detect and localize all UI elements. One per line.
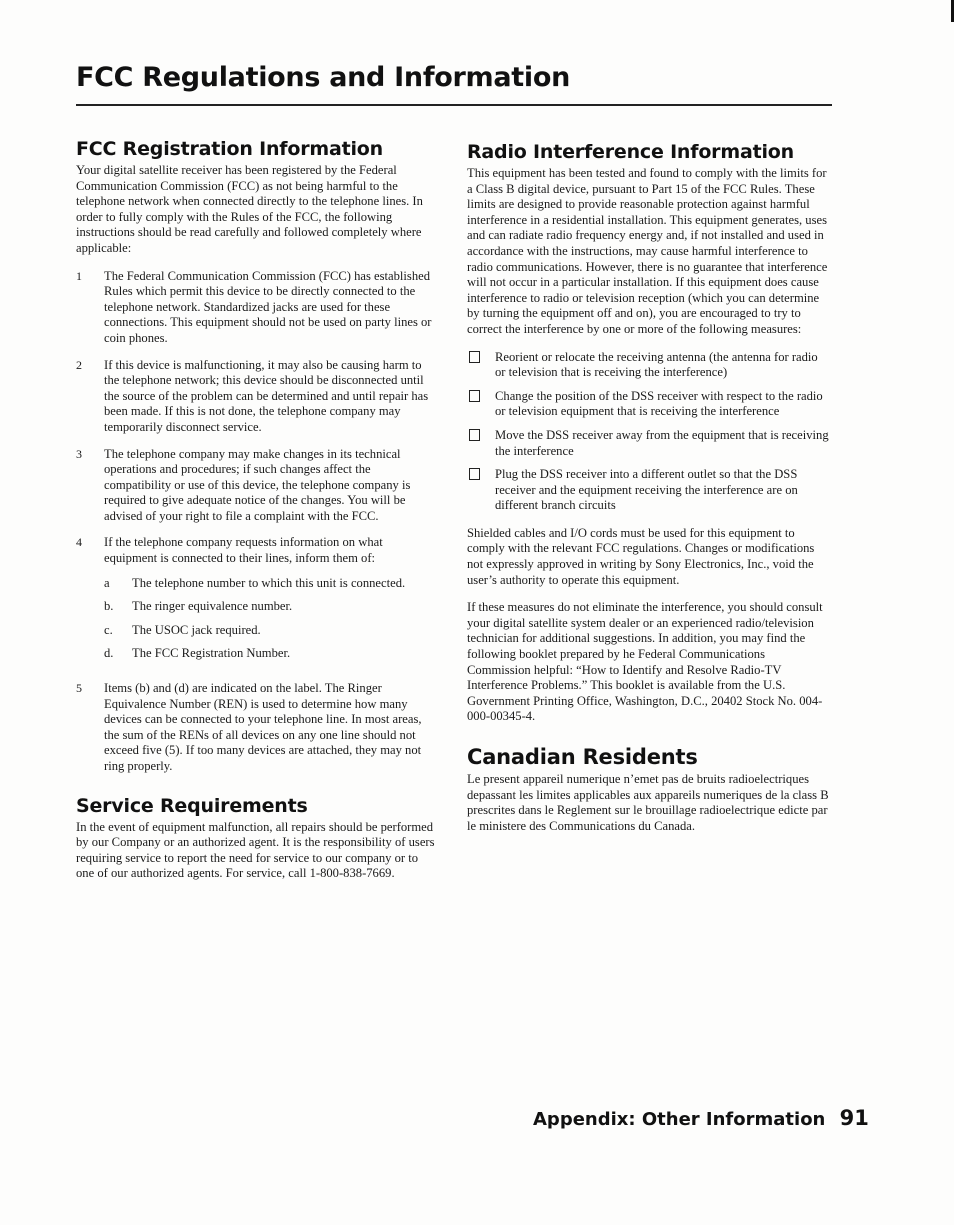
list-marker: 2 xyxy=(76,357,82,372)
list-item xyxy=(76,681,438,775)
further-help-text: If these measures do not eliminate the interference, you should consult your digital satellite system dealer or an experienced radio/television technician for additional suggestions. In addition, you may find the following booklet prepared by he Federal Communications Commission helpful: “How to Identify and Resolve Radio-TV Interference Problems.” This booklet is available from the U.S. Government Printing Office, Washington, D.C., 20402 Stock No. 004-000-00345-4. xyxy=(467,600,823,724)
checkbox-icon xyxy=(467,350,495,381)
sub-list-item xyxy=(104,623,438,639)
left-column xyxy=(76,138,438,882)
sub-marker: a xyxy=(104,575,110,590)
list-item xyxy=(76,358,438,436)
measure-text: Plug the DSS receiver into a different outlet so that the DSS receiver and the equipment receiving the interference are on different branch circuits xyxy=(495,467,798,513)
sub-item-text: The telephone number to which this unit is connected. xyxy=(132,575,406,590)
sub-list-item xyxy=(104,576,438,592)
measure-item xyxy=(467,428,831,459)
sub-list-item xyxy=(104,599,438,615)
sub-list-item xyxy=(104,646,438,662)
page-number: 91 xyxy=(839,1106,869,1130)
registration-list xyxy=(76,269,438,775)
service-section xyxy=(76,795,438,882)
canadian-section xyxy=(467,745,831,834)
list-item xyxy=(76,535,438,670)
list-item-body xyxy=(104,535,438,670)
list-marker: 3 xyxy=(76,446,82,461)
measure-text: Reorient or relocate the receiving antenna (the antenna for radio or television that is receiving the interference) xyxy=(495,349,818,380)
list-marker: 4 xyxy=(76,535,82,550)
measure-item xyxy=(467,389,831,420)
canadian-heading: Canadian Residents xyxy=(467,745,698,769)
sub-marker: b. xyxy=(104,599,114,614)
measures-list xyxy=(467,350,831,514)
shielded-cables-text: Shielded cables and I/O cords must be used for this equipment to comply with the relevant FCC regulations. Changes or modifications not expressly approved in writing by Sony Electronics, Inc., void the user’s authority to operate this equipment. xyxy=(467,525,815,587)
service-heading: Service Requirements xyxy=(76,794,308,817)
page-title: FCC Regulations and Information xyxy=(76,62,571,93)
sub-marker: c. xyxy=(104,622,113,637)
list-marker: 1 xyxy=(76,268,82,283)
sub-list xyxy=(104,576,438,662)
radio-intro: This equipment has been tested and found to comply with the limits for a Class B digital device, pursuant to Part 15 of the FCC Rules. These limits are designed to provide reasonable protection against harmful interference in a residential installation. This equipment generates, uses and can radiate radio frequency energy and, if not installed and used in accordance with the instructions, may cause harmful interference to radio communications. However, there is no guarantee that interference will not occur in a particular installation. If this equipment does cause interference to radio or television reception (which you can determine by turning the equipment off and on), you are encouraged to try to correct the interference by one or more of the following measures: xyxy=(467,166,828,336)
sub-item-text: The USOC jack required. xyxy=(132,622,261,637)
radio-heading: Radio Interference Information xyxy=(467,141,794,163)
list-item-text: The telephone company may make changes in its technical operations and procedures; if such changes affect the compatibility or use of this device, the telephone company is required to give adequate notice of the changes. You will be advised of your right to file a complaint with the FCC. xyxy=(104,446,411,523)
list-item xyxy=(76,447,438,525)
page-footer xyxy=(533,1106,869,1130)
measure-item xyxy=(467,350,831,381)
radio-section xyxy=(467,141,831,725)
sub-item-text: The FCC Registration Number. xyxy=(132,646,291,661)
list-item-text: Items (b) and (d) are indicated on the label. The Ringer Equivalence Number (REN) is used to determine how many devices can be connected to your telephone line. In most areas, the sum of the RENs of all devices on any one line should not exceed five (5). If too many devices are attached, they may not ring properly. xyxy=(104,681,422,773)
sub-item-text: The ringer equivalence number. xyxy=(132,599,293,614)
measure-item xyxy=(467,467,831,514)
registration-intro: Your digital satellite receiver has been registered by the Federal Communication Commission (FCC) as not being harmful to the telephone network when connected directly to the telephone lines. In order to fully comply with the Rules of the FCC, the following instructions should be read carefully and followed completely where applicable: xyxy=(76,163,423,255)
right-column xyxy=(467,141,831,834)
list-item-text: The Federal Communication Commission (FCC) has established Rules which permit this device to be directly connected to the telephone network. Standardized jacks are used for these connections. This equipment should not be used on party lines or coin phones. xyxy=(104,268,432,345)
sub-marker: d. xyxy=(104,646,114,661)
title-rule xyxy=(76,104,832,106)
list-marker: 5 xyxy=(76,681,82,696)
checkbox-icon xyxy=(467,428,495,459)
registration-heading: FCC Registration Information xyxy=(76,138,383,160)
list-item-text: If this device is malfunctioning, it may also be causing harm to the telephone network; this device should be disconnected until the source of the problem can be determined and until repair has been made. If this is not done, the telephone company may temporarily disconnect service. xyxy=(104,357,429,434)
checkbox-icon xyxy=(467,467,495,514)
measure-text: Move the DSS receiver away from the equipment that is receiving the interference xyxy=(495,427,829,458)
checkbox-icon xyxy=(467,389,495,420)
service-text: In the event of equipment malfunction, all repairs should be performed by our Company or an authorized agent. It is the responsibility of users requiring service to report the need for service to our company or to one of our authorized agents. For service, call 1-800-838-7669. xyxy=(76,819,435,881)
registration-section xyxy=(76,138,438,775)
measure-text: Change the position of the DSS receiver with respect to the radio or television equipment that is receiving the interference xyxy=(495,388,823,419)
canadian-text: Le present appareil numerique n’emet pas de bruits radioelectriques depassant les limites applicables aux appareils numeriques de la class B prescrites dans le Reglement sur le brouillage radioelectrique edicte par le ministere des Communications du Canada. xyxy=(467,772,829,833)
list-item xyxy=(76,269,438,347)
footer-section-title: Appendix: Other Information xyxy=(533,1109,826,1130)
list-item-text: If the telephone company requests information on what equipment is connected to their lines, inform them of: xyxy=(104,535,383,566)
